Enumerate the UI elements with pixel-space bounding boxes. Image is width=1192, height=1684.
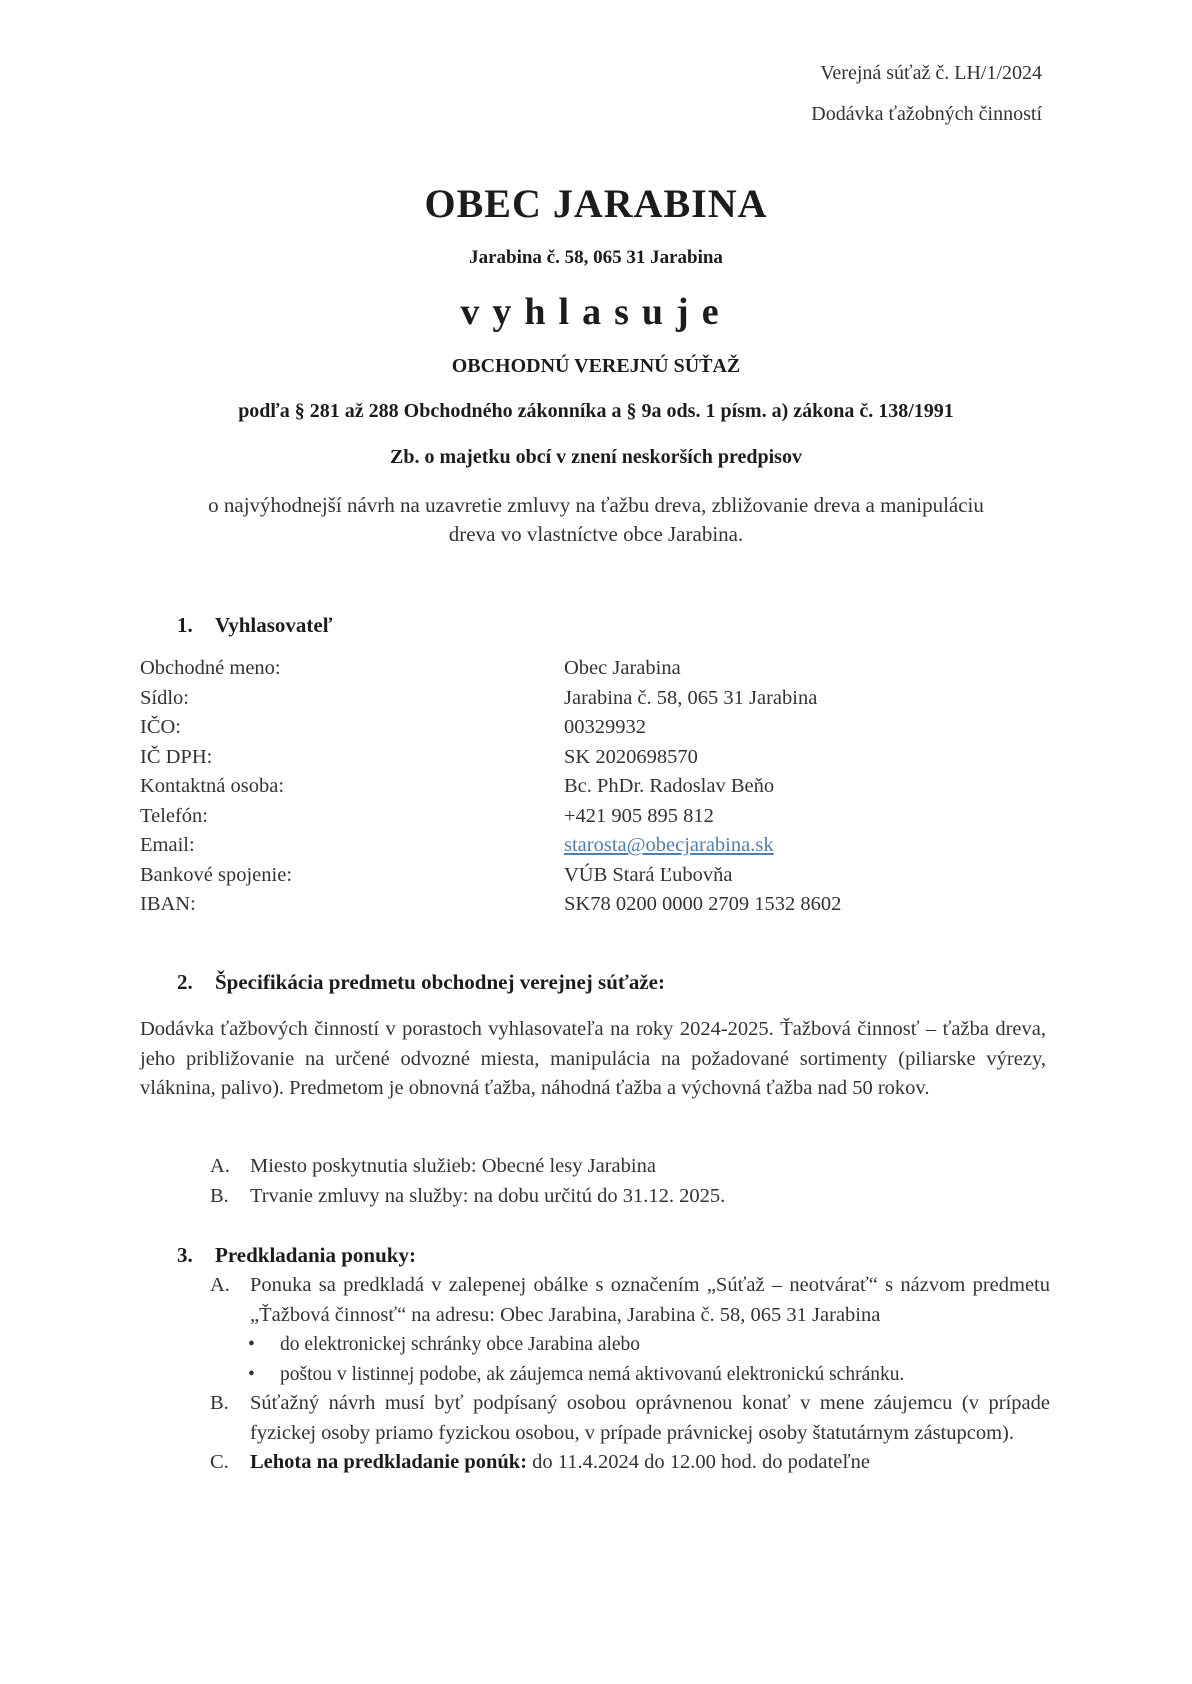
- detail-value: VÚB Stará Ľubovňa: [564, 863, 733, 886]
- section-title: Špecifikácia predmetu obchodnej verejnej súťaže:: [215, 970, 665, 994]
- list-item: [210, 1152, 1050, 1182]
- deadline-text: do 11.4.2024 do 12.00 hod. do podateľne: [527, 1451, 870, 1473]
- section-number: 1.: [177, 613, 193, 637]
- detail-value: SK 2020698570: [564, 745, 698, 768]
- list-item: [210, 1389, 1050, 1448]
- list-item-text: Trvanie zmluvy na služby: na dobu určitú do 31.12. 2025.: [250, 1184, 726, 1207]
- list-marker: B.: [210, 1184, 229, 1207]
- list-marker: A.: [210, 1155, 230, 1177]
- list-item: [210, 1448, 1050, 1478]
- detail-label: Obchodné meno:: [140, 657, 281, 679]
- list-marker: B.: [210, 1392, 229, 1414]
- bullet-text: poštou v listinnej podobe, ak záujemca nemá aktivovanú elektronickú schránku.: [280, 1363, 905, 1385]
- bullet-icon: •: [248, 1363, 255, 1385]
- detail-label: IBAN:: [140, 893, 196, 915]
- section-number: 2.: [177, 970, 193, 994]
- list-item-text: Miesto poskytnutia služieb: Obecné lesy Jarabina: [250, 1155, 656, 1177]
- reference-subject: Dodávka ťažobných činností: [811, 103, 1042, 125]
- purpose-text: [0, 491, 1192, 549]
- section-2-heading: [177, 970, 665, 995]
- email-link[interactable]: starosta@obecjarabina.sk: [564, 834, 774, 856]
- list-item: [210, 1182, 1050, 1212]
- municipality-address: Jarabina č. 58, 065 31 Jarabina: [469, 247, 723, 268]
- deadline-label: Lehota na predkladanie ponúk:: [250, 1451, 528, 1473]
- reference-number: Verejná súťaž č. LH/1/2024: [820, 62, 1042, 84]
- section-title: Vyhlasovateľ: [215, 613, 333, 637]
- list-item-text: Ponuka sa predkladá v zalepenej obálke s označením „Súťaž – neotvárať“ s názvom predmetu „Ťažbová činnosť“ na adresu: Obec Jarabina, Jarabina č. 58, 065 31 Jarabina: [250, 1274, 1050, 1326]
- announces-heading: vyhlasuje: [460, 291, 732, 333]
- bullet-text: do elektronickej schránky obce Jarabina alebo: [280, 1334, 641, 1355]
- bullet-icon: •: [248, 1334, 255, 1355]
- detail-value: 00329932: [564, 716, 646, 738]
- list-item-text: Súťažný návrh musí byť podpísaný osobou oprávnenou konať v mene záujemcu (v prípade fyzickej osoby priamo fyzickou osobou, v prípade právnickej osoby štatutárnym zástupcom).: [250, 1392, 1050, 1444]
- competition-heading: OBCHODNÚ VEREJNÚ SÚŤAŽ: [451, 355, 741, 377]
- legal-basis-line-1: podľa § 281 až 288 Obchodného zákonníka a § 9a ods. 1 písm. a) zákona č. 138/1991: [238, 400, 954, 422]
- detail-label: Sídlo:: [140, 686, 189, 709]
- detail-label: Bankové spojenie:: [140, 863, 293, 886]
- submission-list: [210, 1271, 1050, 1478]
- section-1-heading: [177, 613, 333, 638]
- section-number: 3.: [177, 1243, 193, 1267]
- detail-value: Jarabina č. 58, 065 31 Jarabina: [564, 686, 818, 709]
- list-marker: A.: [210, 1274, 230, 1296]
- specification-paragraph: Dodávka ťažbových činností v porastoch vyhlasovateľa na roky 2024-2025. Ťažbová činnosť – ťažba dreva, jeho približovanie na určené odvozné miesta, manipulácia na požadované sortimenty (piliarske výrezy, vláknina, palivo). Predmetom je obnovná ťažba, náhodná ťažba a výchovná ťažba nad 50 rokov.: [140, 1018, 1046, 1099]
- section-3-heading: [177, 1243, 416, 1268]
- document-title: OBEC JARABINA: [424, 181, 768, 226]
- detail-value: Obec Jarabina: [564, 657, 681, 679]
- bullet-item: [210, 1360, 1050, 1390]
- purpose-line-2: dreva vo vlastníctve obce Jarabina.: [448, 522, 744, 546]
- detail-label: Telefón:: [140, 804, 209, 827]
- detail-label: IČO:: [140, 716, 181, 738]
- detail-value: Bc. PhDr. Radoslav Beňo: [564, 775, 775, 797]
- detail-value: SK78 0200 0000 2709 1532 8602: [564, 893, 842, 915]
- bullet-item: [210, 1330, 1050, 1360]
- detail-value: +421 905 895 812: [564, 804, 714, 827]
- list-item: [210, 1271, 1050, 1330]
- detail-label: Kontaktná osoba:: [140, 775, 285, 797]
- legal-basis-line-2: Zb. o majetku obcí v znení neskorších predpisov: [390, 446, 802, 468]
- list-marker: C.: [210, 1451, 229, 1473]
- detail-label: IČ DPH:: [140, 745, 213, 768]
- purpose-line-1: o najvýhodnejší návrh na uzavretie zmluvy na ťažbu dreva, zbližovanie dreva a manipuláciu: [208, 493, 984, 517]
- detail-label: Email:: [140, 834, 195, 856]
- specification-list: [210, 1152, 1050, 1211]
- section-title: Predkladania ponuky:: [215, 1243, 416, 1267]
